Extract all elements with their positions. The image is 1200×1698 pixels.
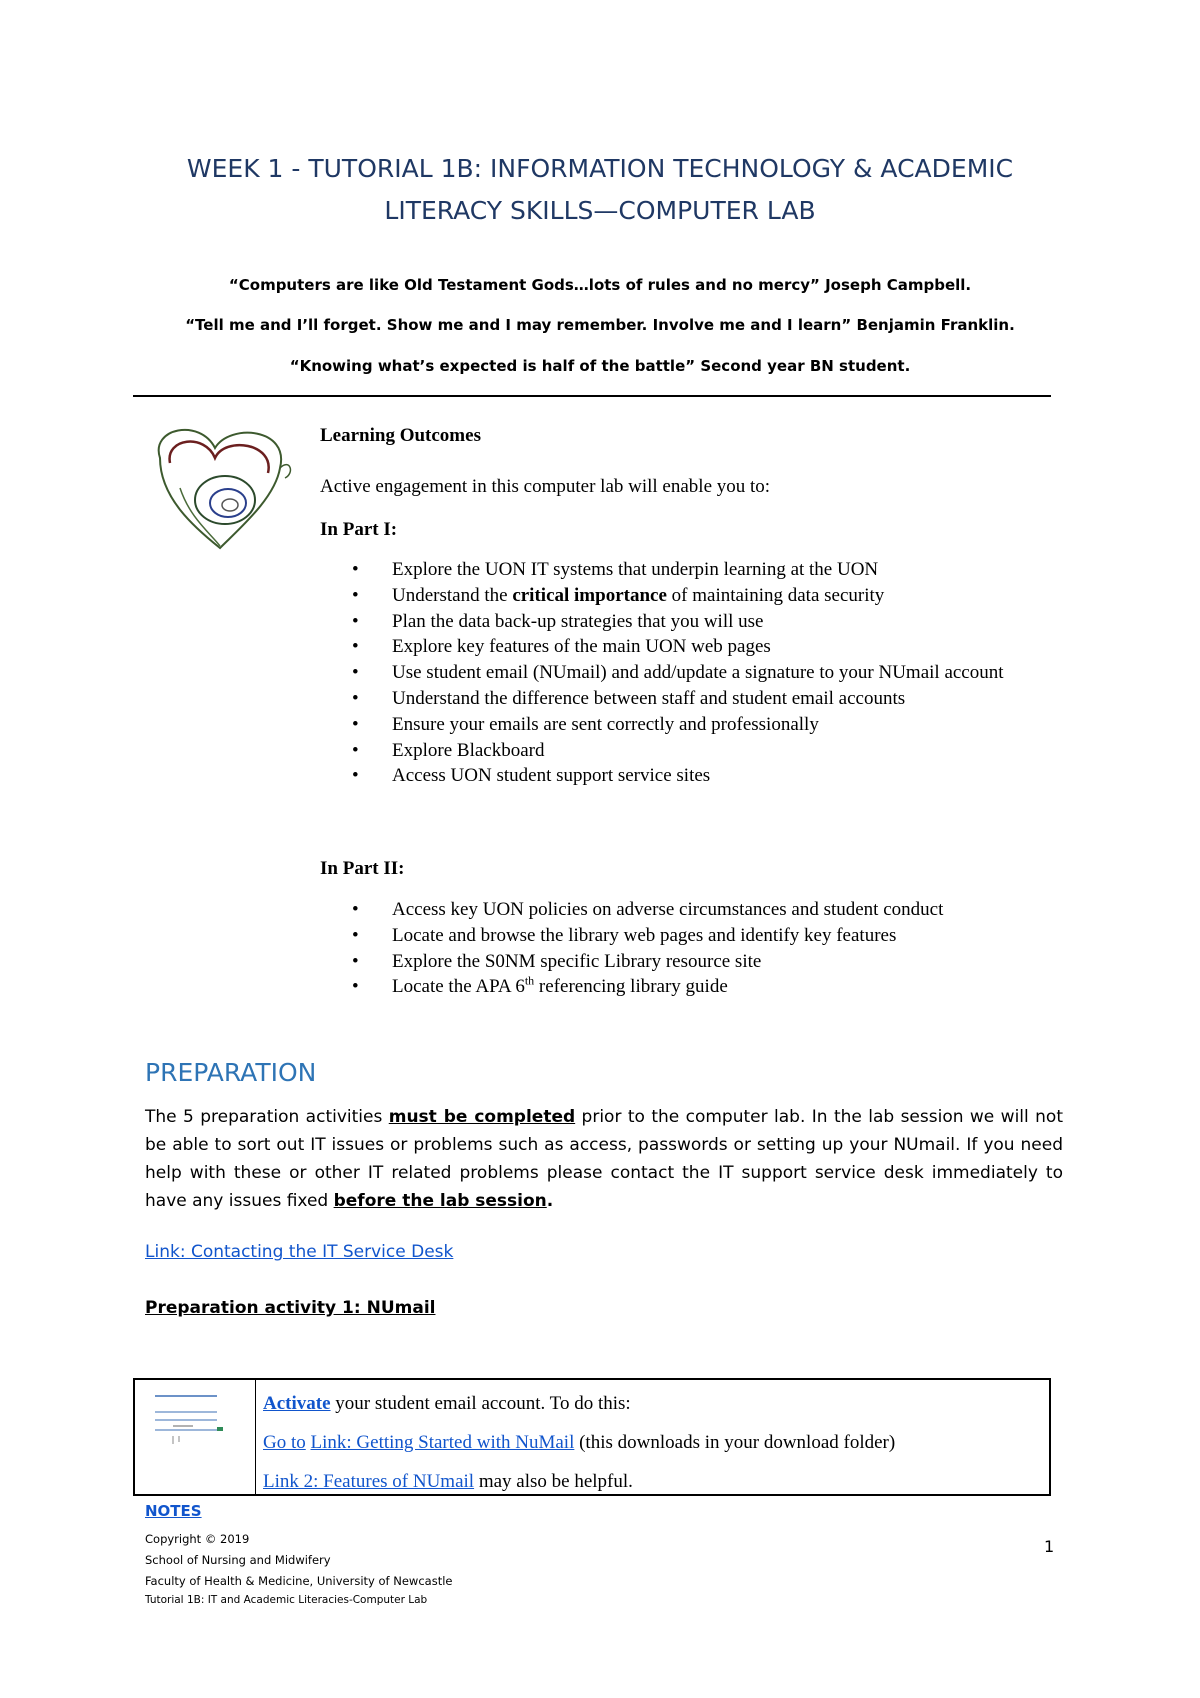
quote-franklin: “Tell me and I’ll forget. Show me and I may remember. Involve me and I learn” Benjamin Franklin. <box>185 316 1015 334</box>
list-item: • Use student email (NUmail) and add/update a signature to your NUmail account <box>352 662 1004 684</box>
it-service-desk-link-wrap <box>145 1242 453 1262</box>
part2-outcomes-list <box>320 897 1040 1000</box>
part1-heading: In Part I: <box>320 519 398 540</box>
features-numail-link[interactable]: Link 2: Features of NUmail <box>263 1471 475 1492</box>
activate-link[interactable]: Activate <box>263 1393 331 1414</box>
part2-heading: In Part II: <box>320 858 405 879</box>
quote-student: “Knowing what’s expected is half of the battle” Second year BN student. <box>289 357 911 375</box>
learning-outcomes-intro: Active engagement in this computer lab will enable you to: <box>320 476 771 497</box>
list-item: • Explore the S0NM specific Library resource site <box>352 950 762 972</box>
features-line: Link 2: Features of NUmail may also be helpful. <box>263 1471 633 1492</box>
list-item: • Locate the APA 6th referencing library guide <box>352 974 728 998</box>
list-item: • Explore the UON IT systems that underpin learning at the UON <box>352 559 879 580</box>
preparation-paragraph: The 5 preparation activities must be completed prior to the computer lab. In the lab session we will not be able to sort out IT issues or problems such as access, passwords or setting up your NUmail. If you need help with these or other IT related problems please contact the IT support service desk immediately to have any issues fixed before the lab session. <box>145 1107 1063 1211</box>
heart-swirl-logo-icon <box>140 418 300 558</box>
list-item: • Access UON student support service sites <box>352 765 711 787</box>
goto-link[interactable]: Go to <box>263 1432 306 1453</box>
goto-line: Go to Link: Getting Started with NuMail (this downloads in your download folder) <box>263 1432 896 1453</box>
activity1-heading: Preparation activity 1: NUmail <box>145 1298 436 1318</box>
page-number: 1 <box>1044 1537 1055 1556</box>
part1-outcomes-list <box>320 557 1040 789</box>
notes-computer-icon <box>135 1380 256 1494</box>
getting-started-numail-link[interactable]: Link: Getting Started with NuMail <box>310 1432 575 1453</box>
activity-box <box>133 1378 1051 1496</box>
list-item: • Plan the data back-up strategies that you will use <box>352 610 764 632</box>
activity-box-text <box>263 1384 895 1501</box>
footer-tutorial: Tutorial 1B: IT and Academic Literacies-Computer Lab <box>145 1594 428 1606</box>
section-divider <box>133 395 1051 397</box>
title-line-1: WEEK 1 - TUTORIAL 1B: INFORMATION TECHNOLOGY & ACADEMIC <box>186 154 1014 183</box>
list-item: • Access key UON policies on adverse circumstances and student conduct <box>352 899 944 920</box>
list-item: • Ensure your emails are sent correctly and professionally <box>352 713 819 735</box>
list-item: • Understand the critical importance of maintaining data security <box>352 584 885 606</box>
learning-outcomes-heading: Learning Outcomes <box>320 425 481 446</box>
it-service-desk-link[interactable]: Link: Contacting the IT Service Desk <box>145 1242 454 1262</box>
footer-faculty: Faculty of Health & Medicine, University of Newcastle <box>145 1574 453 1588</box>
list-item: • Understand the difference between staff and student email accounts <box>352 687 906 709</box>
title-line-2: LITERACY SKILLS—COMPUTER LAB <box>384 196 816 225</box>
list-item: • Explore Blackboard <box>352 739 545 761</box>
footer-school: School of Nursing and Midwifery <box>145 1553 331 1567</box>
activate-line: Activate your student email account. To do this: <box>263 1393 631 1414</box>
list-item: • Explore key features of the main UON web pages <box>352 636 771 658</box>
page-title <box>100 148 1100 232</box>
footer-copyright: Copyright © 2019 <box>145 1532 250 1546</box>
preparation-heading: PREPARATION <box>145 1058 317 1087</box>
notes-link[interactable]: NOTES <box>145 1502 202 1520</box>
list-item: • Locate and browse the library web pages and identify key features <box>352 924 897 946</box>
quote-campbell: “Computers are like Old Testament Gods…lots of rules and no mercy” Joseph Campbell. <box>228 276 972 294</box>
